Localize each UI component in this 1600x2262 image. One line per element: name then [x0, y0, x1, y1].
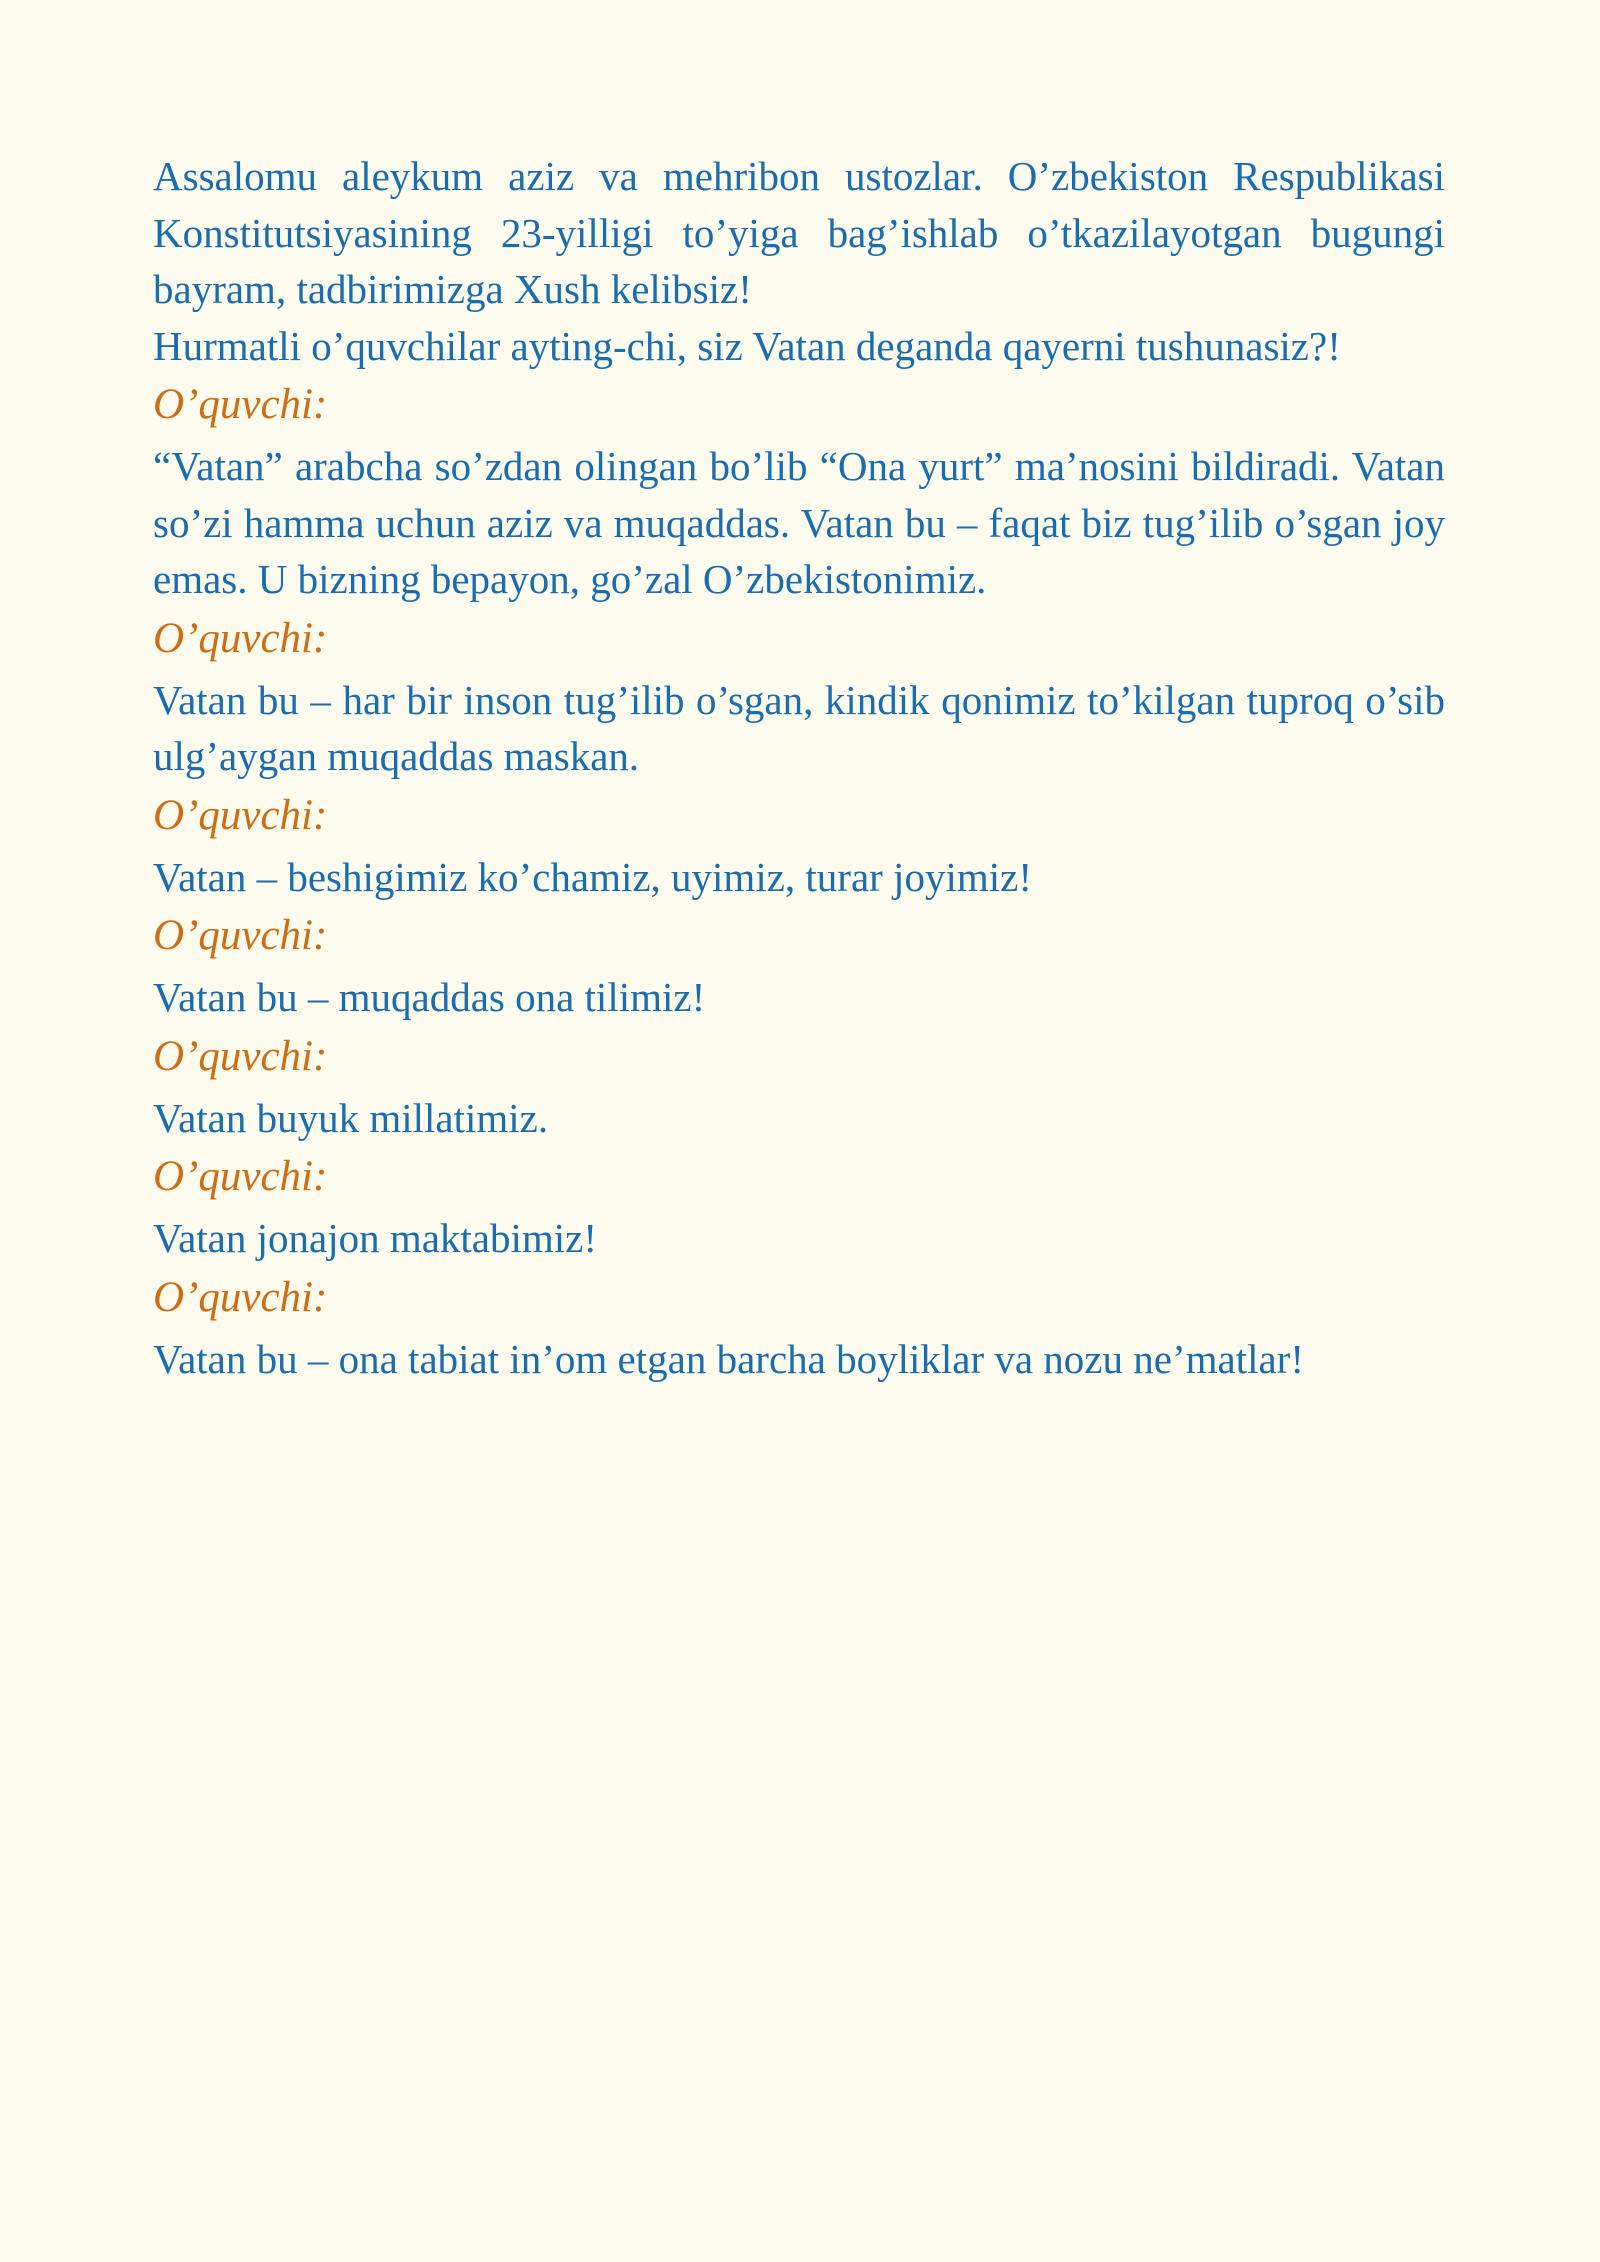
speaker-label: O’quvchi:	[153, 614, 328, 662]
answer-paragraph: Vatan buyuk millatimiz.	[153, 1094, 549, 1141]
speaker-label: O’quvchi:	[153, 381, 328, 428]
answer-paragraph: “Vatan” arabcha so’zdan olingan bo’lib “Ona yurt” ma’nosini bildiradi. Vatan so’zi hamma uchun aziz va muqaddas. Vatan bu – faqat biz tug’ilib o’sgan joy emas. U bizning bepayon, go’zal O’zbekistonimiz.	[153, 443, 1445, 602]
document-page	[153, 148, 1445, 1387]
answer-paragraph: Vatan bu – har bir inson tug’ilib o’sgan, kindik qonimiz to’kilgan tuproq o’sib ulg’aygan muqaddas maskan.	[153, 676, 1445, 779]
speaker-label: O’quvchi:	[153, 791, 328, 839]
intro-paragraph: Assalomu aleykum aziz va mehribon ustozlar. O’zbekiston Respublikasi Konstitutsiyasining 23-yilligi to’yiga bag’ishlab o’tkazilayotgan bugungi bayram, tadbirimizga Xush kelibsiz!	[153, 153, 1445, 312]
speaker-label: O’quvchi:	[153, 1153, 328, 1200]
speaker-label: O’quvchi:	[153, 912, 328, 959]
answer-paragraph: Vatan bu – ona tabiat in’om etgan barcha boyliklar va nozu ne’matlar!	[153, 1335, 1304, 1382]
speaker-label: O’quvchi:	[153, 1032, 328, 1080]
answer-paragraph: Vatan – beshigimiz ko’chamiz, uyimiz, turar joyimiz!	[153, 853, 1032, 900]
answer-paragraph: Vatan jonajon maktabimiz!	[153, 1215, 598, 1261]
speaker-label: O’quvchi:	[153, 1273, 328, 1321]
answer-paragraph: Vatan bu – muqaddas ona tilimiz!	[153, 974, 706, 1020]
question-paragraph: Hurmatli o’quvchilar ayting-chi, siz Vatan deganda qayerni tushunasiz?!	[153, 322, 1341, 369]
